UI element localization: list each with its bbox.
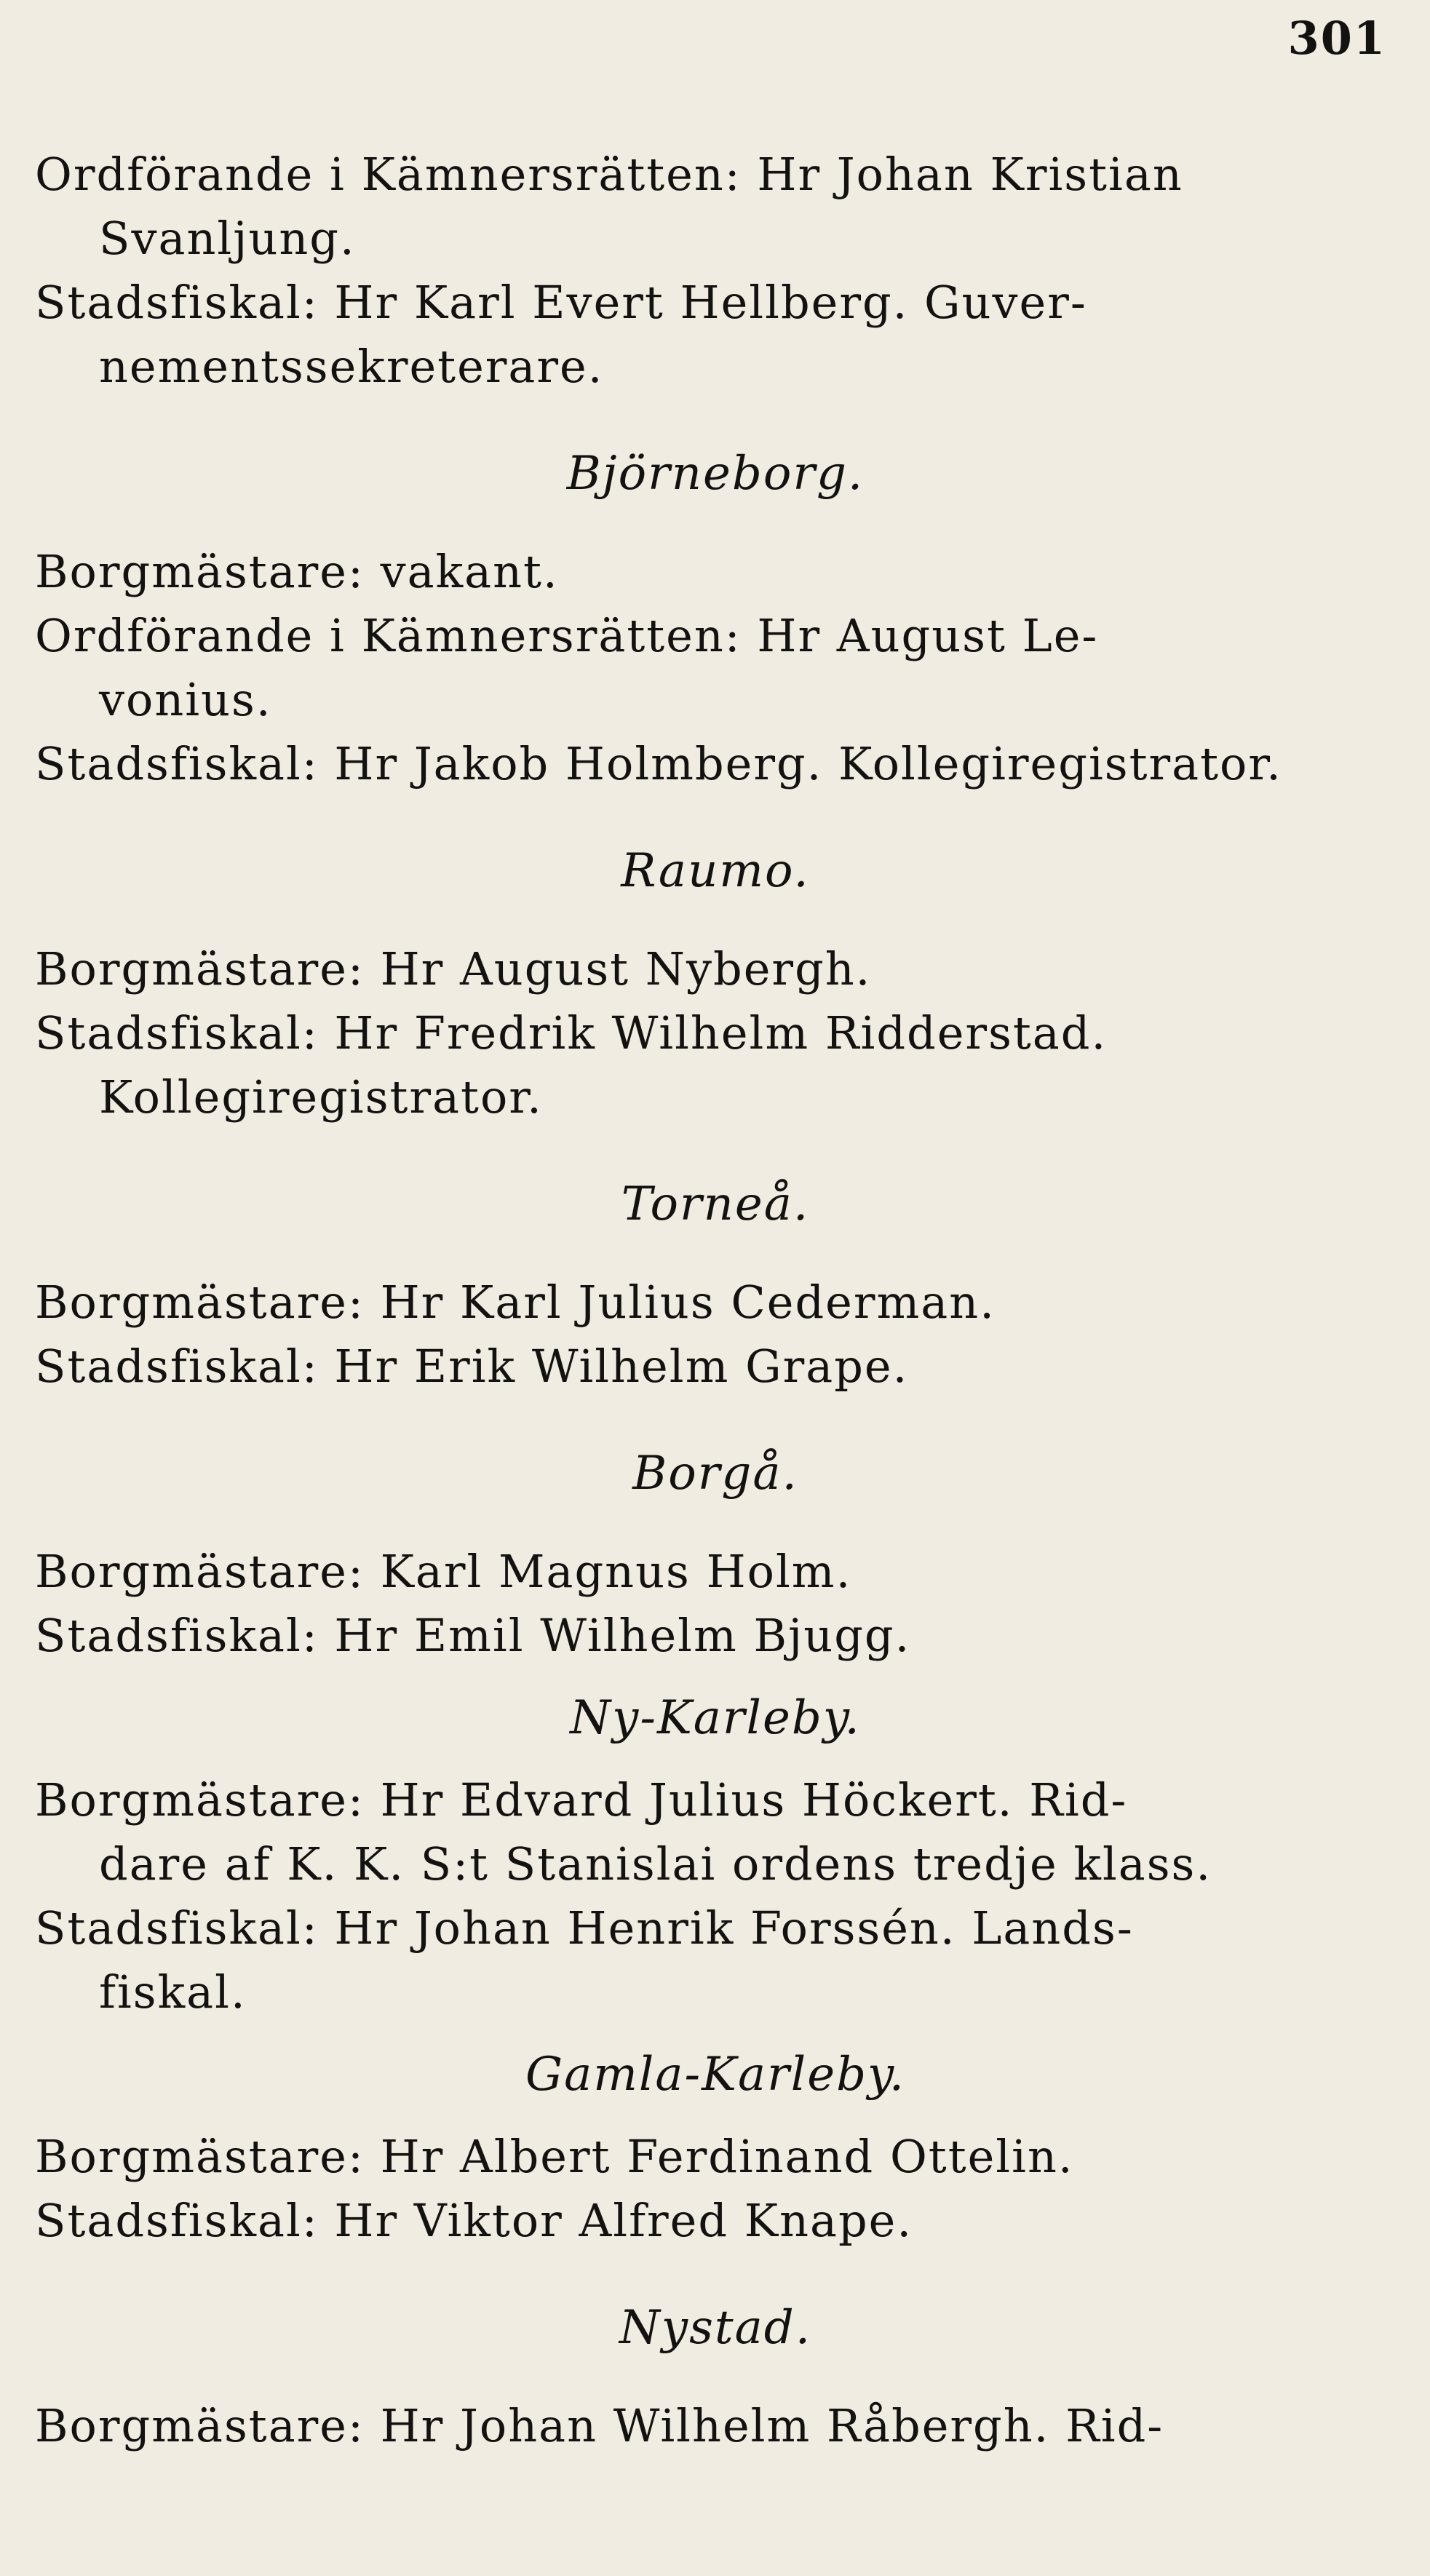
page-body bbox=[35, 143, 1396, 2458]
entry-text: Stadsfiskal: Hr Johan Henrik Forssén. Lands- bbox=[35, 1901, 1134, 1955]
entry-text: Stadsfiskal: Hr Fredrik Wilhelm Ridderstad. bbox=[35, 1006, 1108, 1060]
section-heading-gamla-karleby: Gamla-Karleby. bbox=[525, 2048, 906, 2102]
entry-text: Borgmästare: Hr Johan Wilhelm Råbergh. Rid- bbox=[35, 2399, 1164, 2452]
entry-borgmastare-nybergh bbox=[35, 937, 1396, 1001]
entry-borgmastare-vakant bbox=[35, 540, 1396, 604]
entry-ordforande-levonius bbox=[35, 604, 1396, 732]
entry-text: Ordförande i Kämnersrätten: Hr August Le- bbox=[35, 609, 1099, 662]
entry-continuation: dare af K. K. S:t Stanislai ordens tredje klass. bbox=[99, 1837, 1212, 1891]
entry-stadsfiskal-hellberg bbox=[35, 271, 1396, 399]
entry-stadsfiskal-bjugg bbox=[35, 1604, 1396, 1668]
entry-text: Ordförande i Kämnersrätten: Hr Johan Kristian bbox=[35, 148, 1183, 201]
entry-text: Stadsfiskal: Hr Jakob Holmberg. Kollegiregistrator. bbox=[35, 737, 1282, 790]
section-heading-nystad: Nystad. bbox=[619, 2301, 812, 2355]
section-heading-bjorneborg: Björneborg. bbox=[566, 447, 865, 501]
entry-borgmastare-cederman bbox=[35, 1271, 1396, 1335]
entry-text: Borgmästare: Hr Edvard Julius Höckert. Rid- bbox=[35, 1773, 1128, 1826]
section-heading-raumo: Raumo. bbox=[621, 844, 810, 898]
entry-continuation: nementssekreterare. bbox=[99, 340, 604, 393]
section-heading-tornea: Torneå. bbox=[621, 1177, 810, 1231]
page-number: 301 bbox=[1287, 12, 1386, 65]
entry-stadsfiskal-holmberg bbox=[35, 732, 1396, 796]
entry-text: Borgmästare: Hr Albert Ferdinand Ottelin. bbox=[35, 2130, 1074, 2183]
entry-text: Borgmästare: vakant. bbox=[35, 545, 559, 598]
section-heading-ny-karleby: Ny-Karleby. bbox=[570, 1691, 861, 1745]
entry-text: Stadsfiskal: Hr Erik Wilhelm Grape. bbox=[35, 1340, 909, 1393]
entry-text: Borgmästare: Hr Karl Julius Cederman. bbox=[35, 1276, 996, 1329]
entry-borgmastare-ottelin bbox=[35, 2125, 1396, 2189]
entry-continuation: Kollegiregistrator. bbox=[99, 1070, 543, 1124]
entry-text: Stadsfiskal: Hr Viktor Alfred Knape. bbox=[35, 2194, 913, 2247]
entry-stadsfiskal-knape bbox=[35, 2189, 1396, 2253]
entry-continuation: Svanljung. bbox=[99, 212, 356, 265]
section-heading-borga: Borgå. bbox=[632, 1447, 798, 1500]
entry-borgmastare-rabergh bbox=[35, 2394, 1396, 2458]
entry-text: Borgmästare: Hr August Nybergh. bbox=[35, 942, 872, 995]
entry-text: Borgmästare: Karl Magnus Holm. bbox=[35, 1545, 852, 1598]
entry-stadsfiskal-ridderstad bbox=[35, 1001, 1396, 1129]
entry-borgmastare-holm bbox=[35, 1540, 1396, 1604]
entry-text: Stadsfiskal: Hr Emil Wilhelm Bjugg. bbox=[35, 1609, 911, 1662]
entry-continuation: fiskal. bbox=[99, 1965, 247, 2019]
entry-ordforande-kristian bbox=[35, 143, 1396, 271]
entry-borgmastare-hockert bbox=[35, 1768, 1396, 1896]
entry-text: Stadsfiskal: Hr Karl Evert Hellberg. Guver- bbox=[35, 276, 1087, 329]
entry-stadsfiskal-grape bbox=[35, 1335, 1396, 1399]
entry-continuation: vonius. bbox=[99, 673, 272, 726]
entry-stadsfiskal-forssen bbox=[35, 1896, 1396, 2024]
